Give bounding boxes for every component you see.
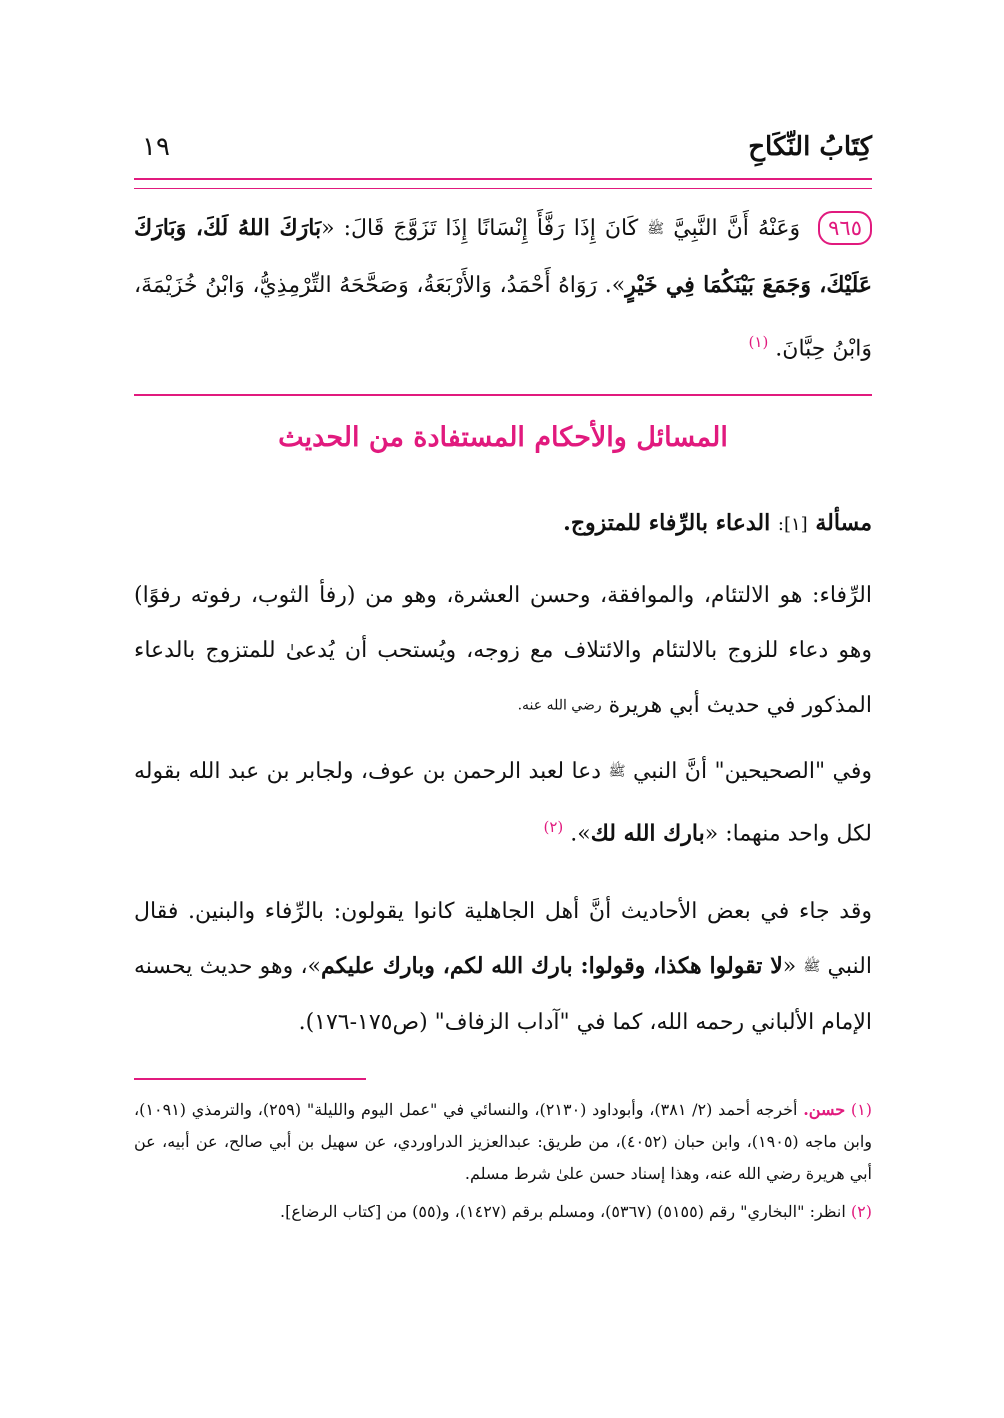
salutation-glyph: ﷺ [608, 763, 626, 780]
salutation-glyph: ﷺ [647, 221, 665, 237]
book-title: كِتَابُ النِّكَاحِ [748, 132, 872, 162]
hadith-text-b: ». رَوَاهُ أَحْمَدُ، وَالأَرْبَعَةُ، وَصَحَّحَهُ التِّرْمِذِيُّ، وَابْنُ خُزَيْمَةَ، وَابْنُ حِبَّانَ. [134, 273, 872, 362]
paragraph-1-text: الرِّفاء: هو الالتئام، والموافقة، وحسن العشرة، وهو من (رفأ الثوب، رفوته رفوًا) وهو دعاء للزوج بالالتئام والائتلاف مع زوجه، ويُستحب أن يُدعىٰ للمتزوج بالدعاء المذكور في حديث أبي هريرة [134, 583, 872, 718]
paragraph-3 [134, 884, 872, 1050]
salutation-glyph: ﷺ [803, 958, 821, 975]
paragraph-2 [134, 744, 872, 861]
footnote-mark: (٢) [850, 1202, 872, 1221]
paragraph-1 [134, 568, 872, 734]
footnote-2 [134, 1196, 872, 1228]
issue-heading: الدعاء بالرِّفاء للمتزوج. [563, 510, 771, 536]
header-rule-thin [134, 188, 872, 189]
paragraph-3-quote: لا تقولوا هكذا، وقولوا: بارك الله لكم، وبارك عليكم [321, 953, 783, 979]
footnote-grade: حسن. [803, 1100, 846, 1119]
hadith-number-badge: ٩٦٥ [818, 211, 872, 245]
footnote-ref-2[interactable]: (٢) [543, 817, 564, 836]
hadith-intro: وَعَنْهُ أَنَّ النَّبِيَّ [673, 216, 801, 241]
paragraph-2-text-b: دعا لعبد الرحمن بن عوف، ولجابر بن عبد الله بقوله لكل واحد منهما: « [134, 759, 872, 846]
paragraph-3-text-b: « [782, 954, 797, 979]
footnote-text: انظر: "البخاري" رقم (٥١٥٥) (٥٣٦٧)، ومسلم برقم (١٤٢٧)، و(٥٥) من [كتاب الرضاع]. [280, 1202, 846, 1221]
paragraph-2-quote: بارك الله لك [590, 819, 705, 846]
paragraph-2-text-c: ». [570, 820, 591, 846]
footnotes [134, 1094, 872, 1234]
issue-number: [١]: [777, 514, 808, 535]
paragraph-3-text-c: »، وهو حديث يحسنه الإمام الألباني رحمه الله، كما في "آداب الزفاف" (ص١٧٥-١٧٦). [134, 954, 872, 1035]
footnote-ref-1[interactable]: (١) [748, 333, 769, 351]
header-rule [134, 178, 872, 180]
footnote-rule [134, 1078, 366, 1080]
footnote-1 [134, 1094, 872, 1190]
paragraph-1-end: رضي الله عنه. [517, 697, 602, 714]
footnote-mark: (١) [850, 1100, 872, 1119]
page-number: ١٩ [142, 132, 170, 162]
issue-label: مسألة [815, 510, 872, 536]
paragraph-3-text-a: وقد جاء في بعض الأحاديث أنَّ أهل الجاهلية كانوا يقولون: بالرِّفاء والبنين. فقال النبي [134, 899, 872, 979]
page [134, 0, 872, 1418]
hadith-text [134, 200, 872, 377]
hadith-supplication: بَارَكَ اللهُ لَكَ، وَبَارَكَ عَلَيْكَ، وَجَمَعَ بَيْنَكُمَا فِي خَيْرٍ [134, 215, 872, 298]
issue-title [563, 510, 872, 536]
hadith-text-a: كَانَ إِذَا رَفَّأَ إِنْسَانًا إِذَا تَزَوَّجَ قَالَ: « [321, 216, 639, 241]
paragraph-2-text-a: وفي "الصحيحين" أنَّ النبي [632, 759, 873, 784]
section-heading: المسائل والأحكام المستفادة من الحديث [278, 422, 728, 453]
hadith-rule [134, 394, 872, 396]
running-header [134, 128, 872, 168]
footnote-text: أخرجه أحمد (٢/ ٣٨١)، وأبوداود (٢١٣٠)، والنسائي في "عمل اليوم والليلة" (٢٥٩)، والترمذي (١٠٩١)، وابن ماجه (١٩٠٥)، وابن حبان (٤٠٥٢)، من طريق: عبدالعزيز الدراوردي، عن سهيل بن أبي صالح، عن أبيه، عن أبي هريرة رضي الله عنه، وهذا إسناد حسن علىٰ شرط مسلم. [134, 1100, 873, 1183]
